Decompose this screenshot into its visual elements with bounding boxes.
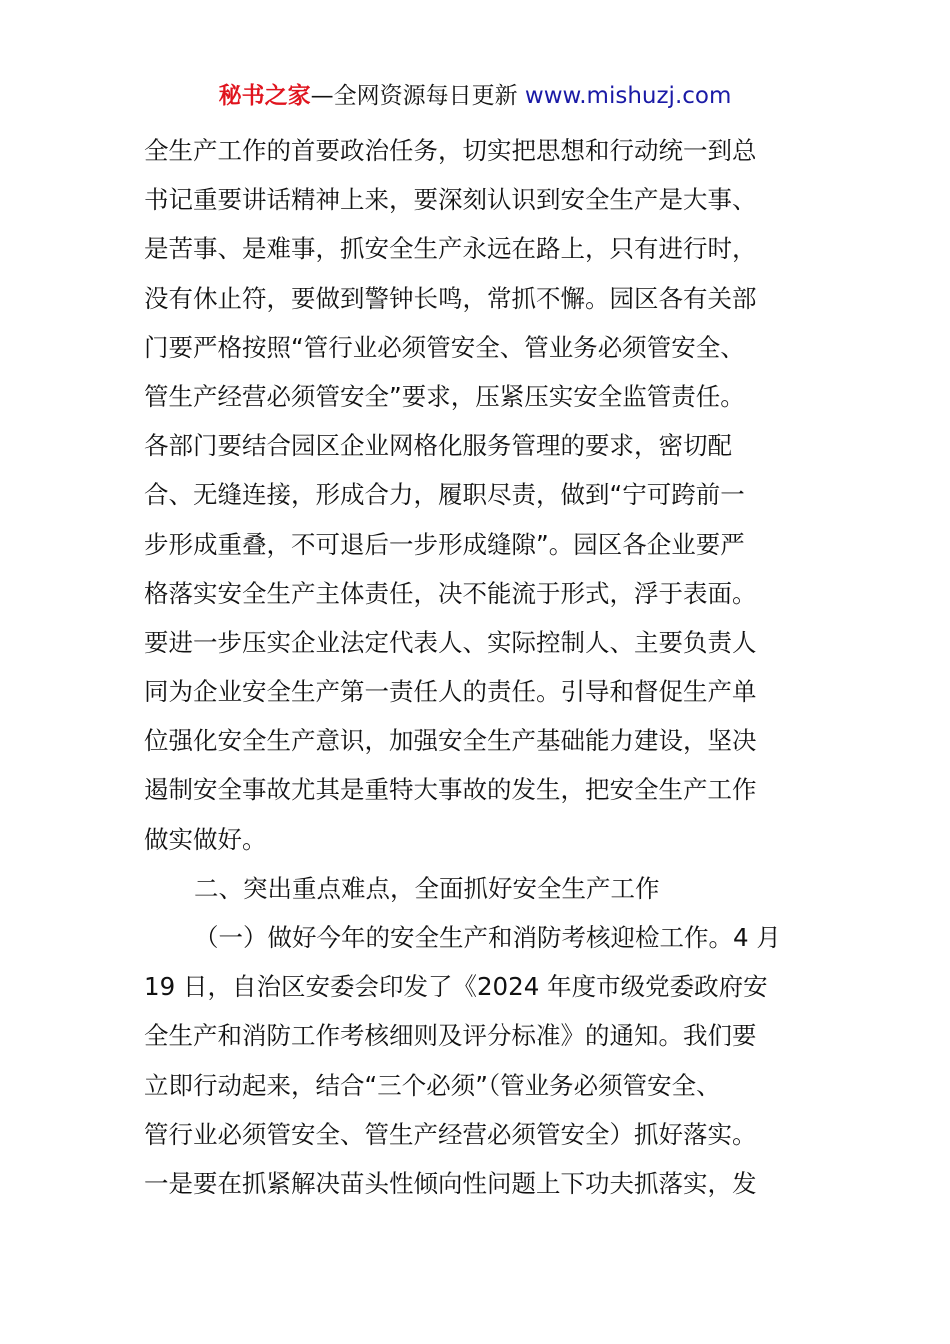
text-line: 门要严格按照“管行业必须管安全、管业务必须管安全、: [144, 332, 745, 362]
text-line: 19 日，自治区安委会印发了《2024 年度市级党委政府安: [144, 972, 768, 1002]
text-line: 管行业必须管安全、管生产经营必须管安全）抓好落实。: [144, 1119, 757, 1149]
site-brand: 秘书之家: [218, 83, 311, 109]
text-line: 书记重要讲话精神上来，要深刻认识到安全生产是大事、: [144, 185, 757, 215]
text-line: 同为企业安全生产第一责任人的责任。引导和督促生产单: [144, 677, 757, 707]
subsection-heading: （一）做好今年的安全生产和消防考核迎检工作。4 月: [194, 923, 781, 952]
text-line: 做实做好。: [144, 824, 267, 854]
text-line: 一是要在抓紧解决苗头性倾向性问题上下功夫抓落实，发: [144, 1168, 757, 1198]
watermark-header: [0, 80, 950, 112]
text-line: 管生产经营必须管安全”要求，压紧压实安全监管责任。: [144, 381, 745, 411]
site-tagline: —全网资源每日更新: [310, 83, 518, 109]
text-line: 步形成重叠，不可退后一步形成缝隙”。园区各企业要严: [144, 529, 745, 559]
text-line: 位强化安全生产意识，加强安全生产基础能力建设，坚决: [144, 726, 757, 756]
document-body: [144, 126, 824, 1208]
text-line: 要进一步压实企业法定代表人、实际控制人、主要负责人: [144, 627, 757, 657]
text-line: 是苦事、是难事，抓安全生产永远在路上，只有进行时，: [144, 234, 757, 264]
section-heading: 二、突出重点难点，全面抓好安全生产工作: [194, 873, 660, 903]
text-line: 遏制安全事故尤其是重特大事故的发生，把安全生产工作: [144, 775, 757, 805]
text-line: 没有休止符，要做到警钟长鸣，常抓不懈。园区各有关部: [144, 283, 757, 313]
text-line: 全生产工作的首要政治任务，切实把思想和行动统一到总: [144, 136, 757, 165]
text-line: 立即行动起来，结合“三个必须”（管业务必须管安全、: [144, 1070, 721, 1100]
text-line: 全生产和消防工作考核细则及评分标准》的通知。我们要: [144, 1021, 757, 1051]
text-line: 格落实安全生产主体责任，决不能流于形式，浮于表面。: [144, 578, 757, 608]
text-line: 合、无缝连接，形成合力，履职尽责，做到“宁可跨前一: [144, 480, 745, 510]
site-url: www.mishuzj.com: [524, 83, 732, 109]
text-line: 各部门要结合园区企业网格化服务管理的要求，密切配: [144, 431, 732, 461]
